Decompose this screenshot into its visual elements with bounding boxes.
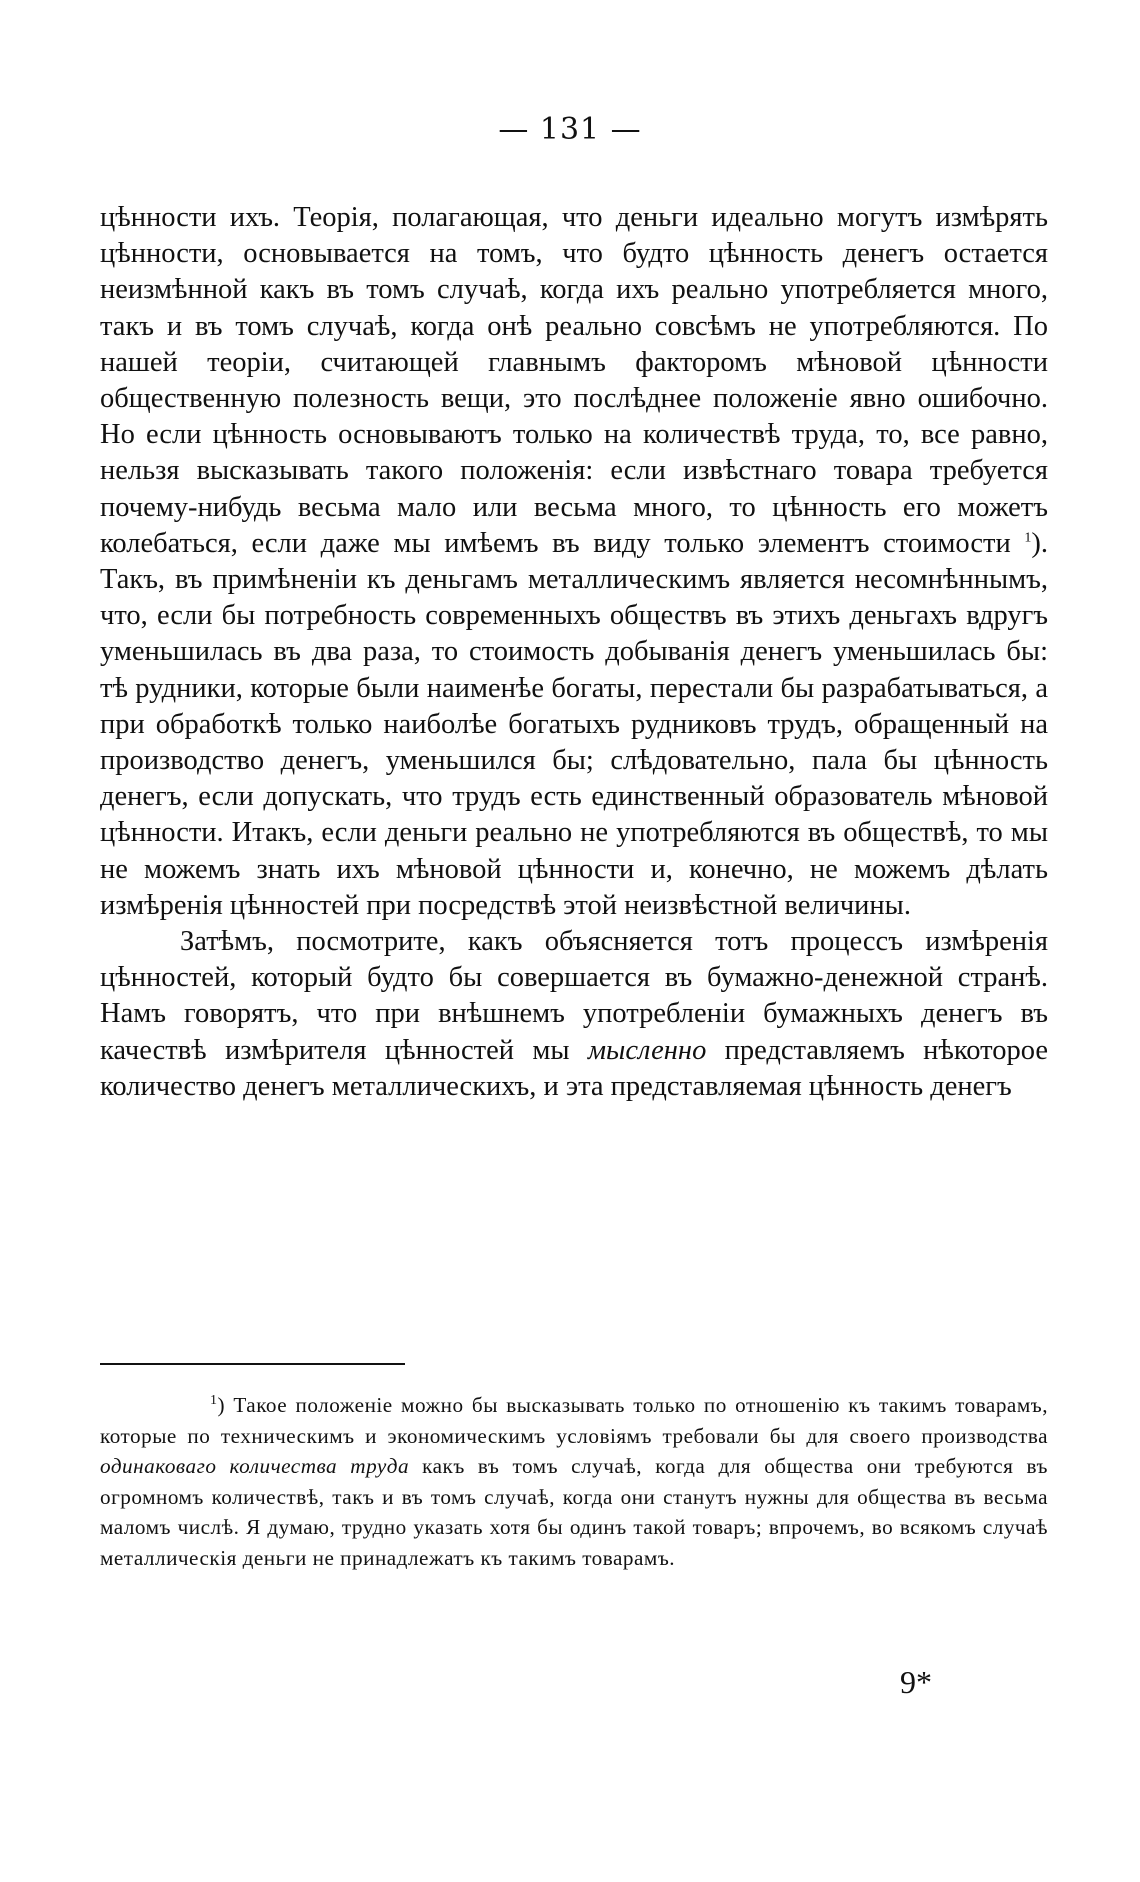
paragraph-1-text-a: цѣнности ихъ. Теорія, полагающая, что деньги идеально могутъ измѣрять цѣнности, основывается на томъ, что будто цѣнность денегъ остается неизмѣнной какъ въ томъ случаѣ, когда ихъ реально употребляется много, такъ и въ томъ случаѣ, когда онѣ реально совсѣмъ не употребляются. По нашей теоріи, считающей главнымъ факторомъ мѣновой цѣнности общественную полезность вещи, это послѣднее положеніе явно ошибочно. Но если цѣнность основываютъ только на количествѣ труда, то, все равно, нельзя высказывать такого положенія: если извѣстнаго товара требуется почему-нибудь весьма мало или весьма много, то цѣнность его можетъ колебаться, если даже мы имѣемъ въ виду только элементъ стоимости xyxy=(100,202,1048,559)
page-number: — 131 — xyxy=(498,112,642,147)
paragraph-2-text-a: Затѣмъ, посмотрите, какъ объясняется тотъ процессъ измѣренія цѣнностей, который будто бы совершается въ бумажно-денежной странѣ. Намъ говорятъ, что при внѣшнемъ употребленіи бумажныхъ денегъ въ качествѣ измѣрителя цѣнностей мы xyxy=(100,926,1048,1066)
footnote-divider xyxy=(100,1363,405,1365)
footnote-1-emphasis: одинаковаго количества труда xyxy=(100,1454,410,1479)
paragraph-2-emphasis: мысленно xyxy=(587,1034,707,1066)
footnote-1 xyxy=(100,1390,1048,1574)
main-text xyxy=(100,200,1048,1105)
signature-mark: 9* xyxy=(900,1664,932,1700)
footnote-mark: 1 xyxy=(210,1392,218,1408)
footnote-1-text-a: ) Такое положеніе можно бы высказывать только по отношенію къ такимъ товарамъ, которые по техническимъ и экономическимъ условіямъ требовали бы для своего производства xyxy=(100,1393,1048,1448)
paragraph-1 xyxy=(100,200,1048,924)
footnote-1-text-b: какъ въ томъ случаѣ, когда для общества они требуются въ огромномъ количествѣ, такъ и въ томъ случаѣ, когда они станутъ нужны для общества въ весьма маломъ числѣ. Я думаю, трудно указать хотя бы одинъ такой товаръ; впрочемъ, во всякомъ случаѣ металлическія деньги не принадлежатъ къ такимъ товарамъ. xyxy=(100,1454,1048,1570)
footnote-reference: 1 xyxy=(1024,530,1032,546)
paragraph-1-text-b: ). Такъ, въ примѣненіи къ деньгамъ металлическимъ является несомнѣннымъ, что, если бы потребность современныхъ обществъ въ этихъ деньгахъ вдругъ уменьшилась въ два раза, то стоимость добыванія денегъ уменьшилась бы: тѣ рудники, которые были наименѣе богаты, перестали бы разрабатываться, а при обработкѣ только наиболѣе богатыхъ рудниковъ трудъ, обращенный на производство денегъ, уменьшился бы; слѣдовательно, пала бы цѣнность денегъ, если допускать, что трудъ есть единственный образователь мѣновой цѣнности. Итакъ, если деньги реально не употребляются въ обществѣ, то мы не можемъ знать ихъ мѣновой цѣнности и, конечно, не можемъ дѣлать измѣренія цѣнностей при посредствѣ этой неизвѣстной величины. xyxy=(100,527,1048,921)
paragraph-2-text-b: представляемъ нѣкоторое количество денегъ металлическихъ, и эта представляемая цѣнность денегъ xyxy=(100,1034,1048,1102)
paragraph-2 xyxy=(100,924,1048,1105)
footnotes xyxy=(100,1390,1048,1574)
